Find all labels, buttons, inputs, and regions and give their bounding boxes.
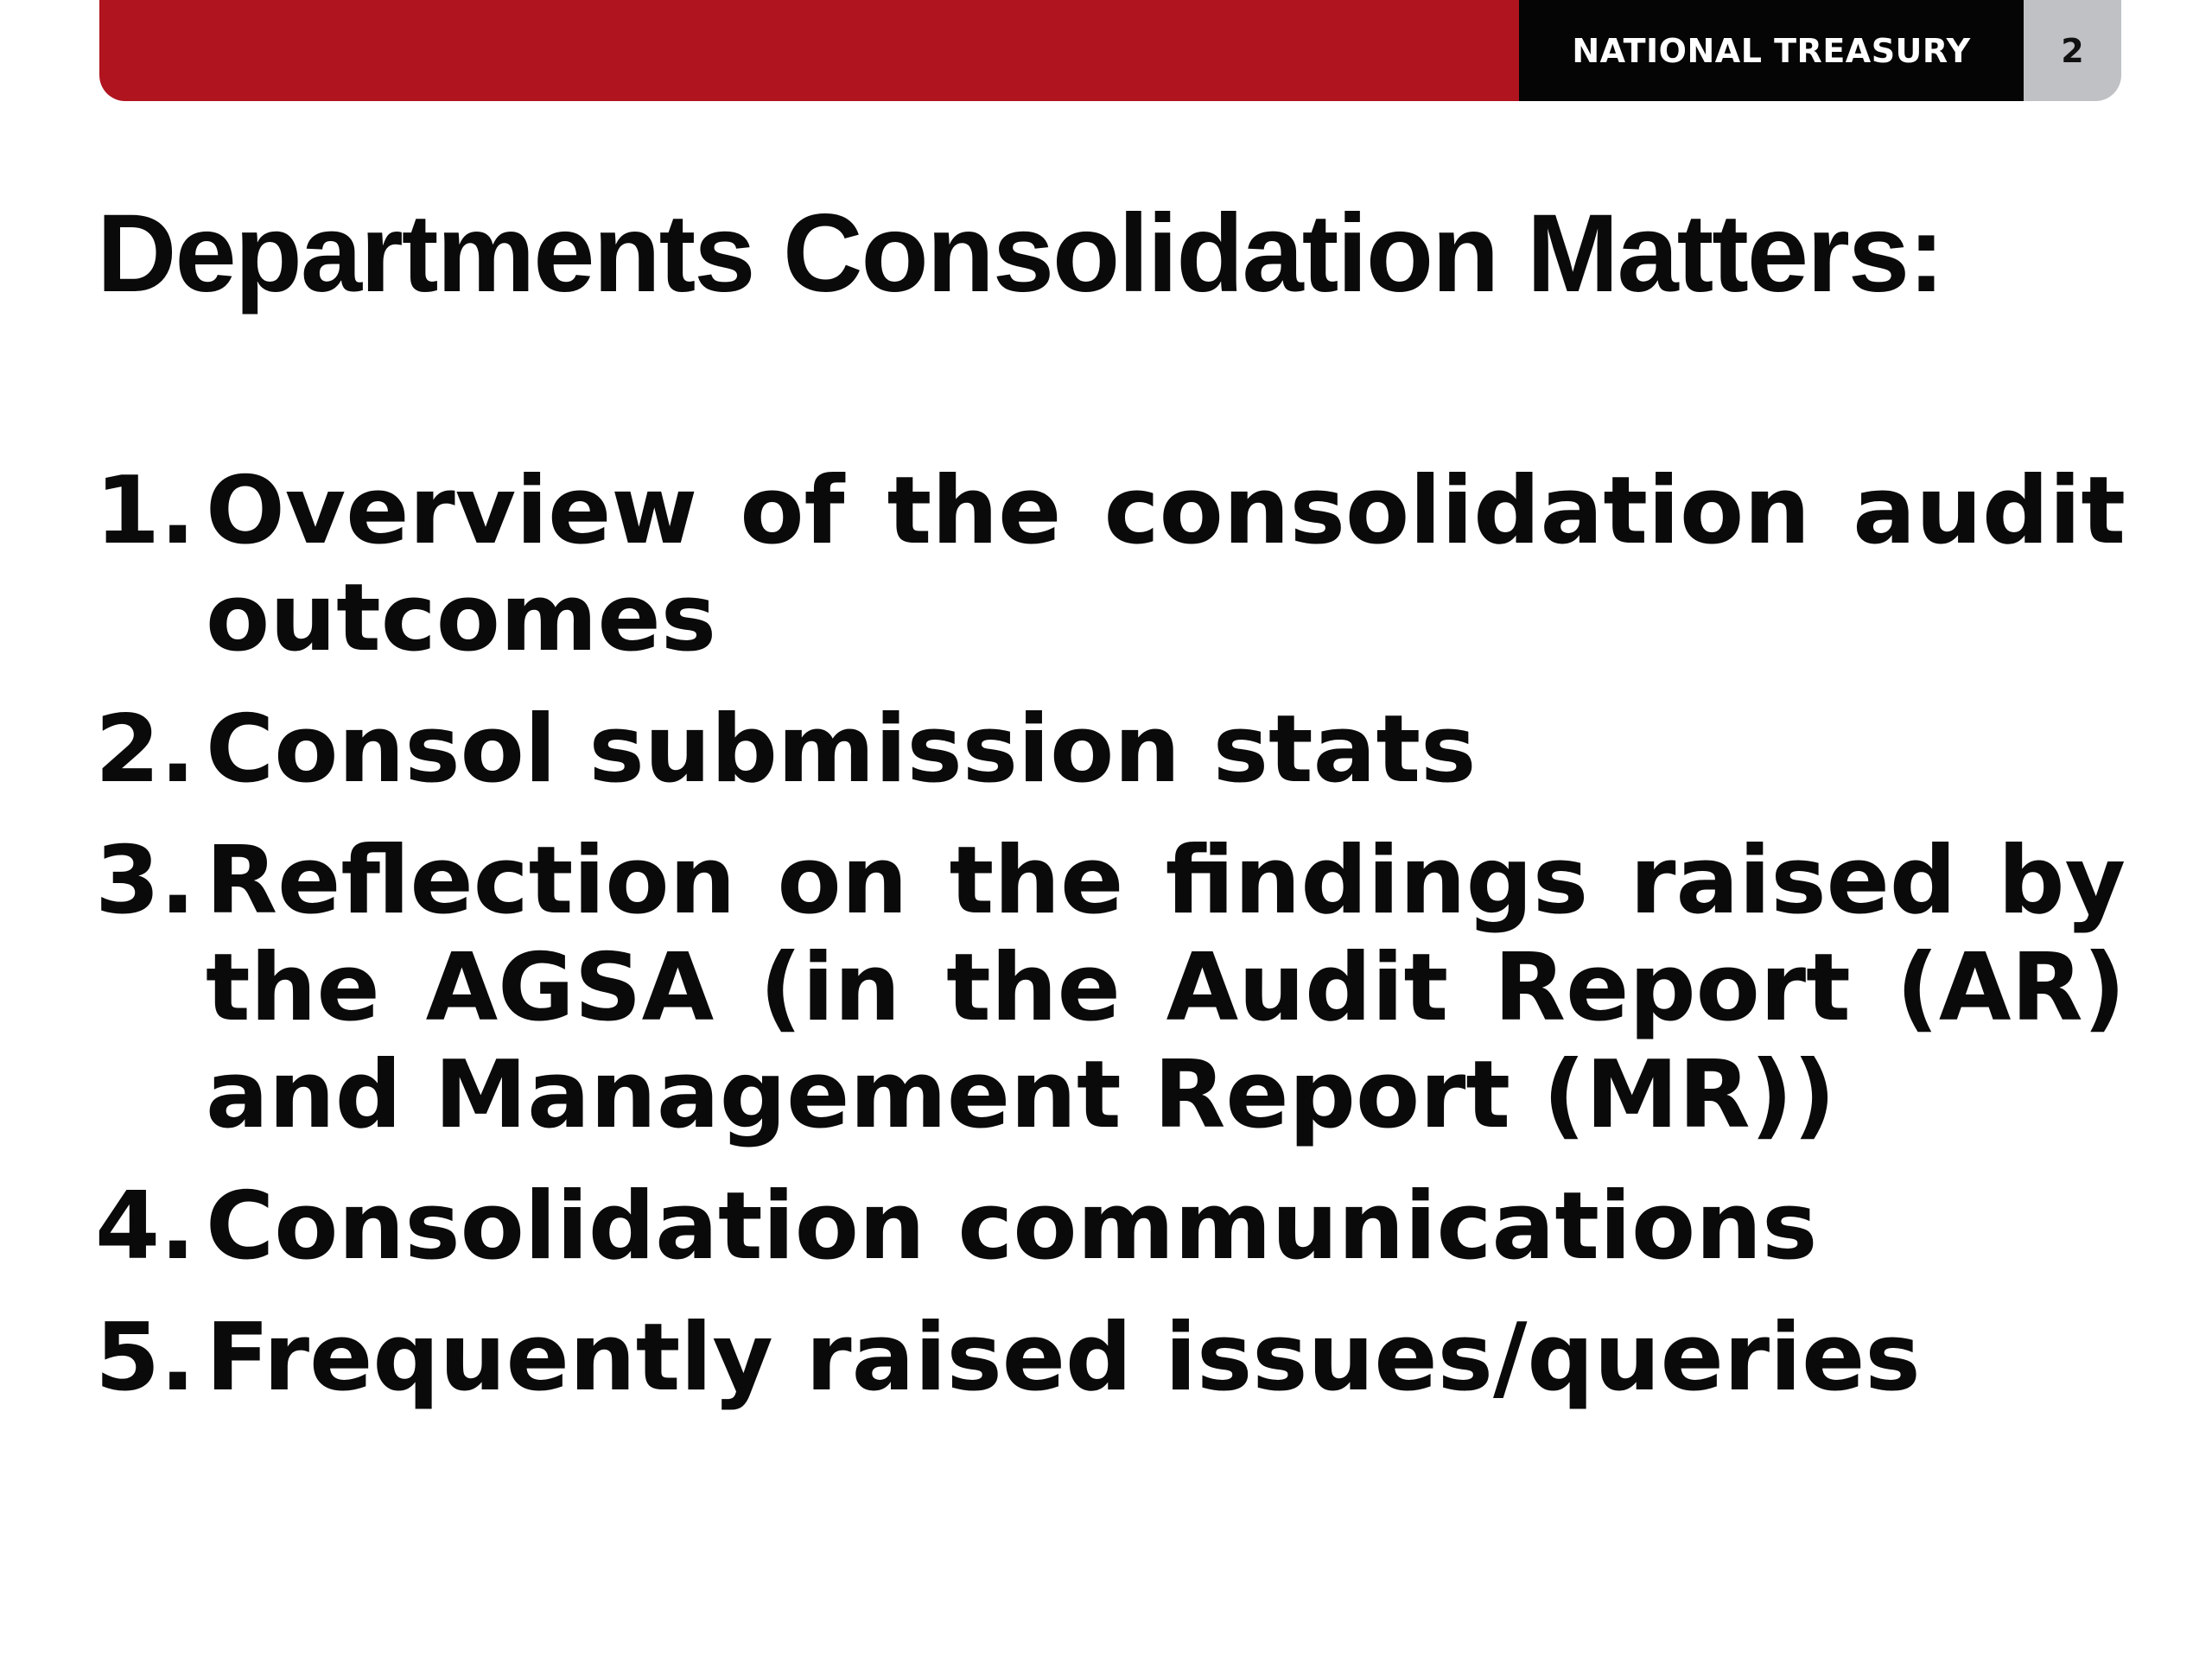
agenda-item-2 [95, 696, 2126, 804]
header-page-band [2024, 0, 2121, 101]
item-number: 2. [95, 696, 196, 804]
agenda-item-5 [95, 1305, 2126, 1412]
header-red-band [99, 0, 1519, 101]
item-number: 3. [95, 827, 196, 935]
item-text: Overview of the consolidation audit outcomes [206, 457, 2126, 672]
agenda-item-1 [95, 458, 2126, 672]
slide-title: Departments Consolidation Matters: [97, 192, 1943, 315]
item-number: 1. [95, 457, 196, 565]
item-text: Frequently raised issues/queries [206, 1304, 1921, 1412]
item-number: 5. [95, 1304, 196, 1412]
item-number: 4. [95, 1173, 196, 1281]
agenda-item-4 [95, 1173, 2126, 1281]
header-bar [99, 0, 2121, 101]
agenda-item-3 [95, 828, 2126, 1149]
item-text: Consol submission stats [206, 696, 1477, 804]
page-number: 2 [2061, 31, 2084, 70]
item-text: Consolidation communications [206, 1173, 1818, 1281]
agenda-list [95, 458, 2126, 1436]
header-org-band [1519, 0, 2024, 101]
item-text: Reflection on the findings raised by the AGSA (in the Audit Report (AR) and Management Report (MR)) [206, 827, 2126, 1149]
organization-name: NATIONAL TREASURY [1572, 31, 1971, 70]
